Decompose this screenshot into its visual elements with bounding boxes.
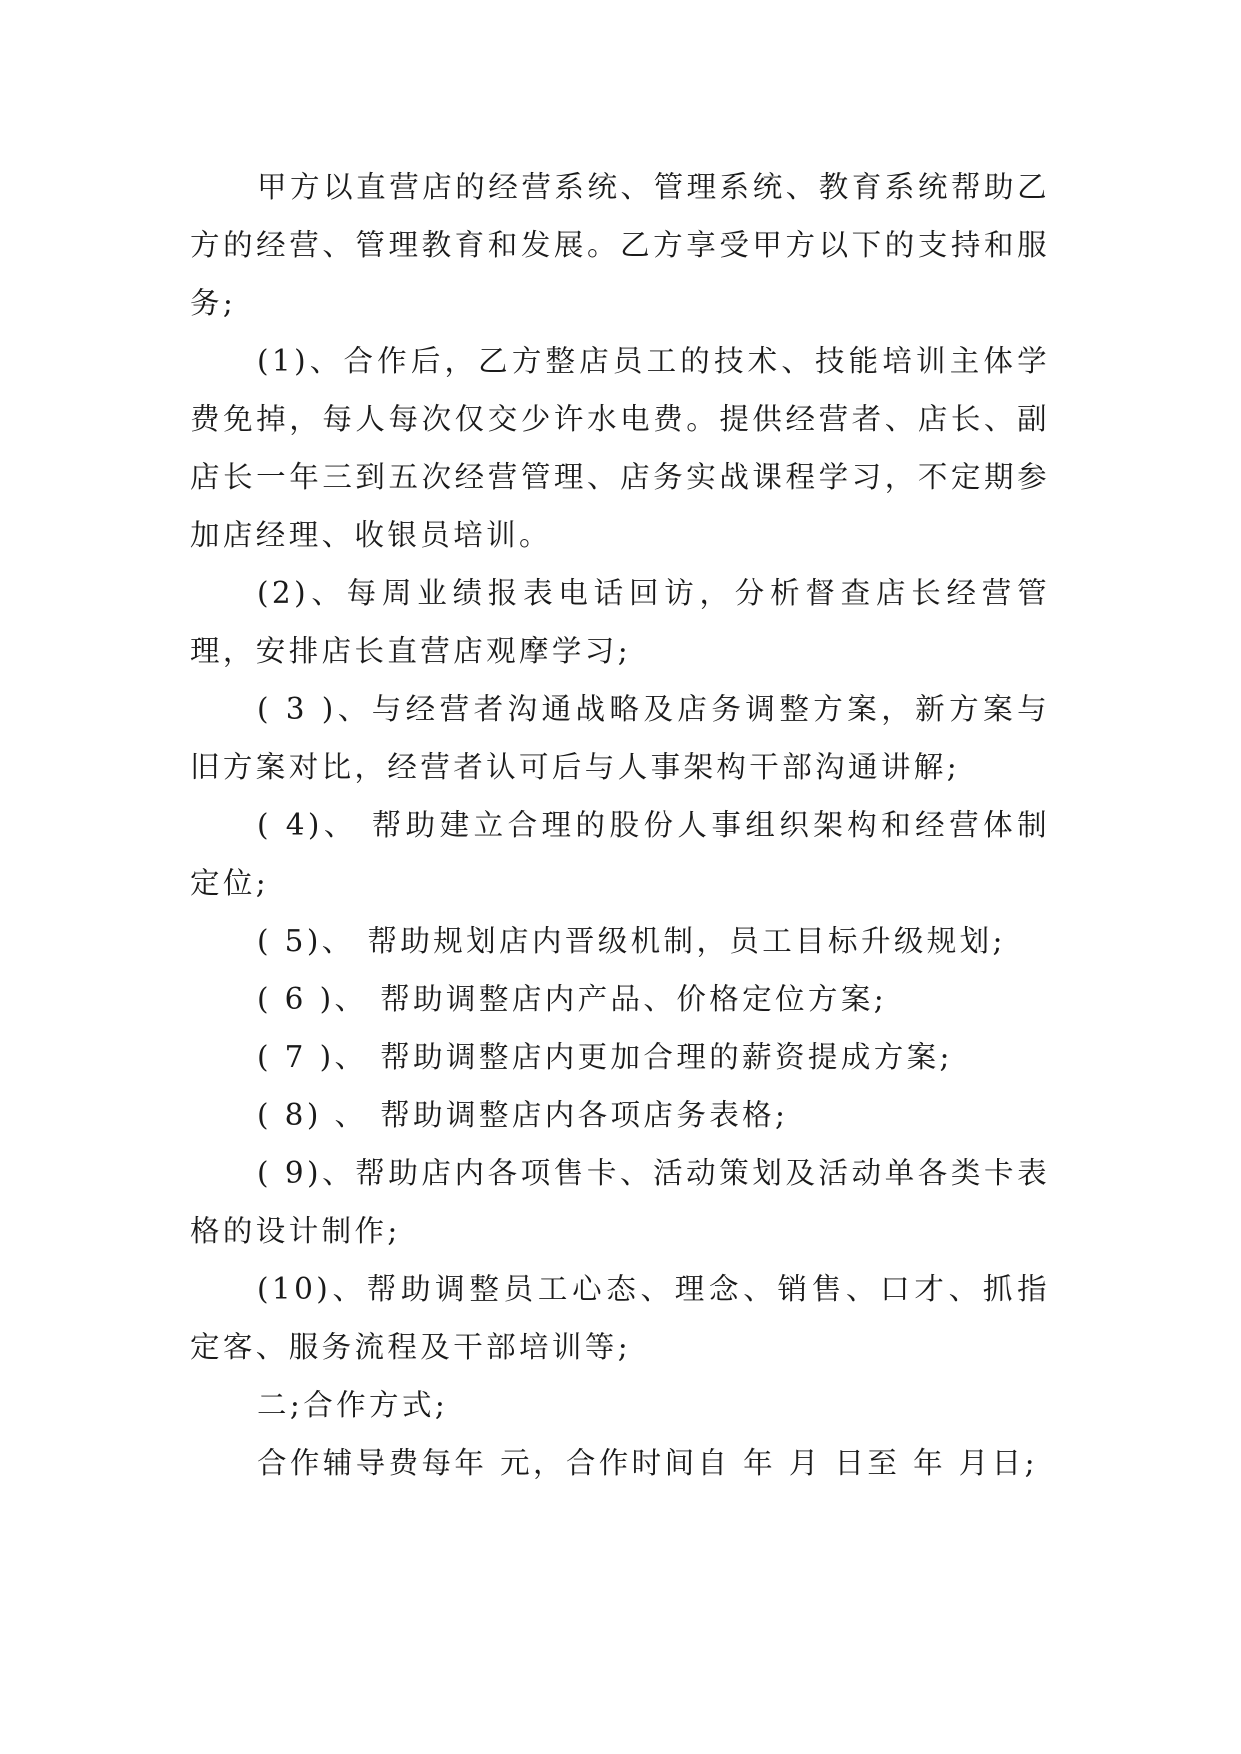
section-heading-cooperation: 二;合作方式; <box>257 1388 449 1422</box>
paragraph-intro: 甲方以直营店的经营系统、管理系统、教育系统帮助乙方的经营、管理教育和发展。乙方享受甲方以下的支持和服务; <box>190 170 1050 320</box>
paragraph-item-5: ( 5)、 帮助规划店内晋级机制，员工目标升级规划; <box>257 924 1006 958</box>
document-body <box>190 158 1050 1492</box>
paragraph-item-10: (10)、帮助调整员工心态、理念、销售、口才、抓指定客、服务流程及干部培训等; <box>190 1272 1050 1364</box>
paragraph-item-7: ( 7 )、 帮助调整店内更加合理的薪资提成方案; <box>257 1040 953 1074</box>
paragraph-item-9: ( 9)、帮助店内各项售卡、活动策划及活动单各类卡表格的设计制作; <box>190 1156 1050 1248</box>
paragraph-item-4: ( 4)、 帮助建立合理的股份人事组织架构和经营体制定位; <box>190 808 1050 900</box>
paragraph-item-3: ( 3 )、与经营者沟通战略及店务调整方案，新方案与旧方案对比，经营者认可后与人事架构干部沟通讲解; <box>190 692 1050 784</box>
paragraph-item-6: ( 6 )、 帮助调整店内产品、价格定位方案; <box>257 982 888 1016</box>
paragraph-fee-term: 合作辅导费每年 元，合作时间自 年 月 日至 年 月日; <box>257 1446 1038 1480</box>
paragraph-item-8: ( 8) 、 帮助调整店内各项店务表格; <box>257 1098 789 1132</box>
paragraph-item-2: (2)、每周业绩报表电话回访，分析督查店长经营管理，安排店长直营店观摩学习; <box>190 576 1050 668</box>
paragraph-item-1: (1)、合作后，乙方整店员工的技术、技能培训主体学费免掉，每人每次仅交少许水电费。提供经营者、店长、副店长一年三到五次经营管理、店务实战课程学习，不定期参加店经理、收银员培训。 <box>190 344 1050 552</box>
